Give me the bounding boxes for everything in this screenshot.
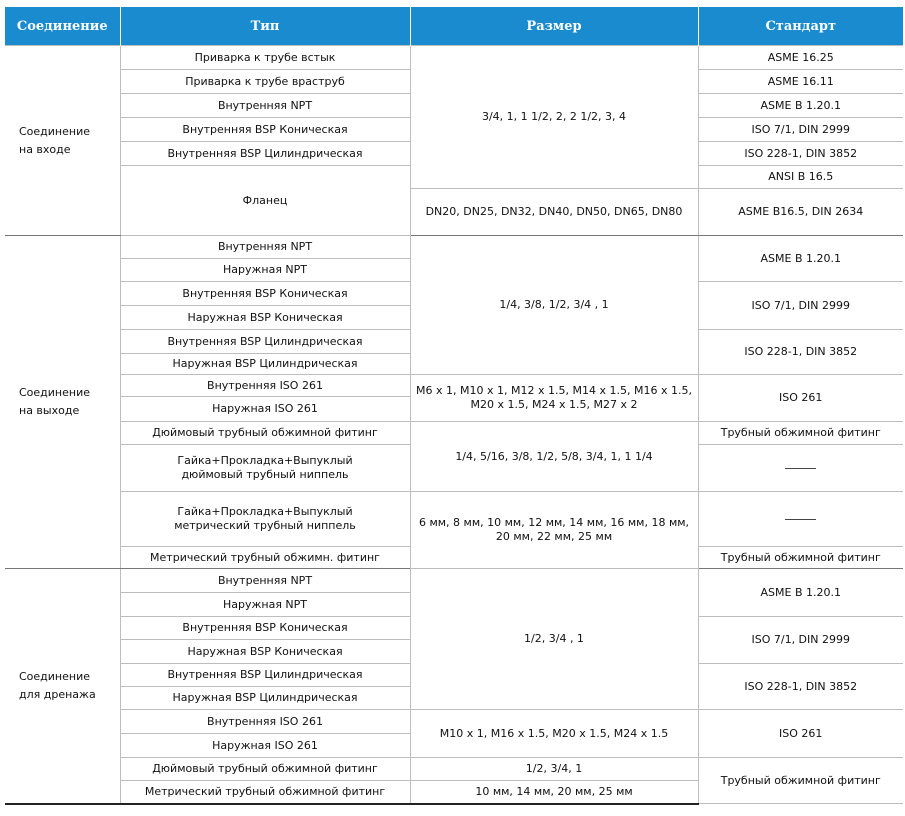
table-row: [5, 569, 903, 593]
standard-cell: ISO 228-1, DIN 3852: [698, 142, 903, 166]
type-cell: Приварка к трубе враструб: [120, 70, 410, 94]
connections-table: [5, 7, 903, 805]
type-cell: Наружная NPT: [120, 593, 410, 617]
type-cell: Внутренняя BSP Коническая: [120, 617, 410, 640]
size-cell: 3/4, 1, 1 1/2, 2, 2 1/2, 3, 4: [410, 46, 698, 189]
standard-cell: Трубный обжимной фитинг: [698, 547, 903, 569]
standard-cell: ASME B16.5, DIN 2634: [698, 189, 903, 236]
table-row: [5, 46, 903, 70]
type-cell: Наружная BSP Коническая: [120, 306, 410, 330]
type-cell: Внутренняя BSP Цилиндрическая: [120, 664, 410, 687]
table-row: [5, 710, 903, 734]
type-cell: Внутренняя NPT: [120, 569, 410, 593]
standard-cell: ASME 16.11: [698, 70, 903, 94]
standard-cell: Трубный обжимной фитинг: [698, 758, 903, 804]
size-cell: [410, 375, 698, 422]
standard-cell: ASME B 1.20.1: [698, 236, 903, 282]
type-line: метрический трубный ниппель: [174, 519, 356, 532]
standard-cell: ISO 228-1, DIN 3852: [698, 330, 903, 375]
size-cell: 1/4, 5/16, 3/8, 1/2, 5/8, 3/4, 1, 1 1/4: [410, 422, 698, 492]
type-cell: [120, 445, 410, 492]
group-label-line: для дренажа: [19, 687, 96, 701]
table-row: [5, 492, 903, 547]
type-line: Гайка+Прокладка+Выпуклый: [177, 454, 353, 467]
dash-placeholder: [785, 519, 816, 520]
table-row: [5, 375, 903, 397]
size-cell: M10 x 1, M16 x 1.5, M20 x 1.5, M24 x 1.5: [410, 710, 698, 758]
size-line: M20 x 1.5, M24 x 1.5, M27 x 2: [470, 398, 638, 411]
header-type: Тип: [120, 7, 410, 46]
type-cell: Наружная BSP Цилиндрическая: [120, 687, 410, 710]
type-cell: Наружная BSP Коническая: [120, 640, 410, 664]
type-cell: Метрический трубный обжимной фитинг: [120, 781, 410, 804]
size-cell: 1/2, 3/4 , 1: [410, 569, 698, 710]
standard-cell: Трубный обжимной фитинг: [698, 422, 903, 445]
type-cell: Внутренняя BSP Коническая: [120, 282, 410, 306]
table-row: [5, 758, 903, 781]
type-cell: Наружная ISO 261: [120, 734, 410, 758]
standard-cell: [698, 492, 903, 547]
group-label-outlet: [5, 236, 120, 569]
header-size: Размер: [410, 7, 698, 46]
type-cell: Внутренняя BSP Цилиндрическая: [120, 142, 410, 166]
group-label-drain: [5, 569, 120, 804]
size-cell: [410, 492, 698, 569]
header-row: [5, 7, 903, 46]
group-label-line: Соединение: [19, 124, 91, 138]
outlet-section: [5, 236, 903, 569]
size-cell: 1/4, 3/8, 1/2, 3/4 , 1: [410, 236, 698, 375]
size-line: 20 мм, 22 мм, 25 мм: [495, 530, 613, 543]
size-cell: DN20, DN25, DN32, DN40, DN50, DN65, DN80: [410, 189, 698, 236]
standard-cell: ISO 261: [698, 375, 903, 422]
type-cell: Дюймовый трубный обжимной фитинг: [120, 758, 410, 781]
type-cell: Внутренняя NPT: [120, 236, 410, 259]
standard-cell: ISO 7/1, DIN 2999: [698, 118, 903, 142]
header-connection: Соединение: [5, 7, 120, 46]
type-cell: [120, 492, 410, 547]
group-label-line: Соединение: [19, 386, 91, 399]
standard-cell: ANSI B 16.5: [698, 166, 903, 189]
type-cell: Метрический трубный обжимн. фитинг: [120, 547, 410, 569]
dash-placeholder: [785, 468, 816, 469]
standard-cell: ASME 16.25: [698, 46, 903, 70]
table-row: [5, 236, 903, 259]
type-cell: Внутренняя NPT: [120, 94, 410, 118]
standard-cell: ASME B 1.20.1: [698, 94, 903, 118]
size-line: M6 x 1, M10 x 1, M12 x 1.5, M14 x 1.5, M16 x 1.5,: [416, 384, 692, 397]
type-cell: Внутренняя BSP Коническая: [120, 118, 410, 142]
size-cell: 10 мм, 14 мм, 20 мм, 25 мм: [410, 781, 698, 804]
inlet-section: [5, 46, 903, 236]
group-label-line: Соединение: [19, 669, 91, 683]
standard-cell: [698, 445, 903, 492]
type-cell: Внутренняя ISO 261: [120, 710, 410, 734]
type-cell: Наружная ISO 261: [120, 397, 410, 422]
standard-cell: ISO 7/1, DIN 2999: [698, 282, 903, 330]
type-cell: Дюймовый трубный обжимной фитинг: [120, 422, 410, 445]
header-standard: Стандарт: [698, 7, 903, 46]
group-label-line: на входе: [19, 142, 71, 156]
type-cell: Приварка к трубе встык: [120, 46, 410, 70]
standard-cell: ISO 261: [698, 710, 903, 758]
standard-cell: ASME B 1.20.1: [698, 569, 903, 617]
type-cell: Фланец: [120, 166, 410, 236]
size-line: 6 мм, 8 мм, 10 мм, 12 мм, 14 мм, 16 мм, 18 мм,: [418, 516, 690, 529]
table-row: [5, 422, 903, 445]
type-cell: Внутренняя BSP Цилиндрическая: [120, 330, 410, 354]
type-line: Гайка+Прокладка+Выпуклый: [177, 505, 353, 518]
standard-cell: ISO 228-1, DIN 3852: [698, 664, 903, 710]
standard-cell: ISO 7/1, DIN 2999: [698, 617, 903, 664]
drain-section: [5, 569, 903, 804]
type-cell: Внутренняя ISO 261: [120, 375, 410, 397]
group-label-line: на выходе: [19, 404, 80, 417]
type-cell: Наружная NPT: [120, 259, 410, 282]
type-cell: Наружная BSP Цилиндрическая: [120, 354, 410, 375]
group-label-inlet: [5, 46, 120, 236]
size-cell: 1/2, 3/4, 1: [410, 758, 698, 781]
type-line: дюймовый трубный ниппель: [181, 468, 349, 481]
